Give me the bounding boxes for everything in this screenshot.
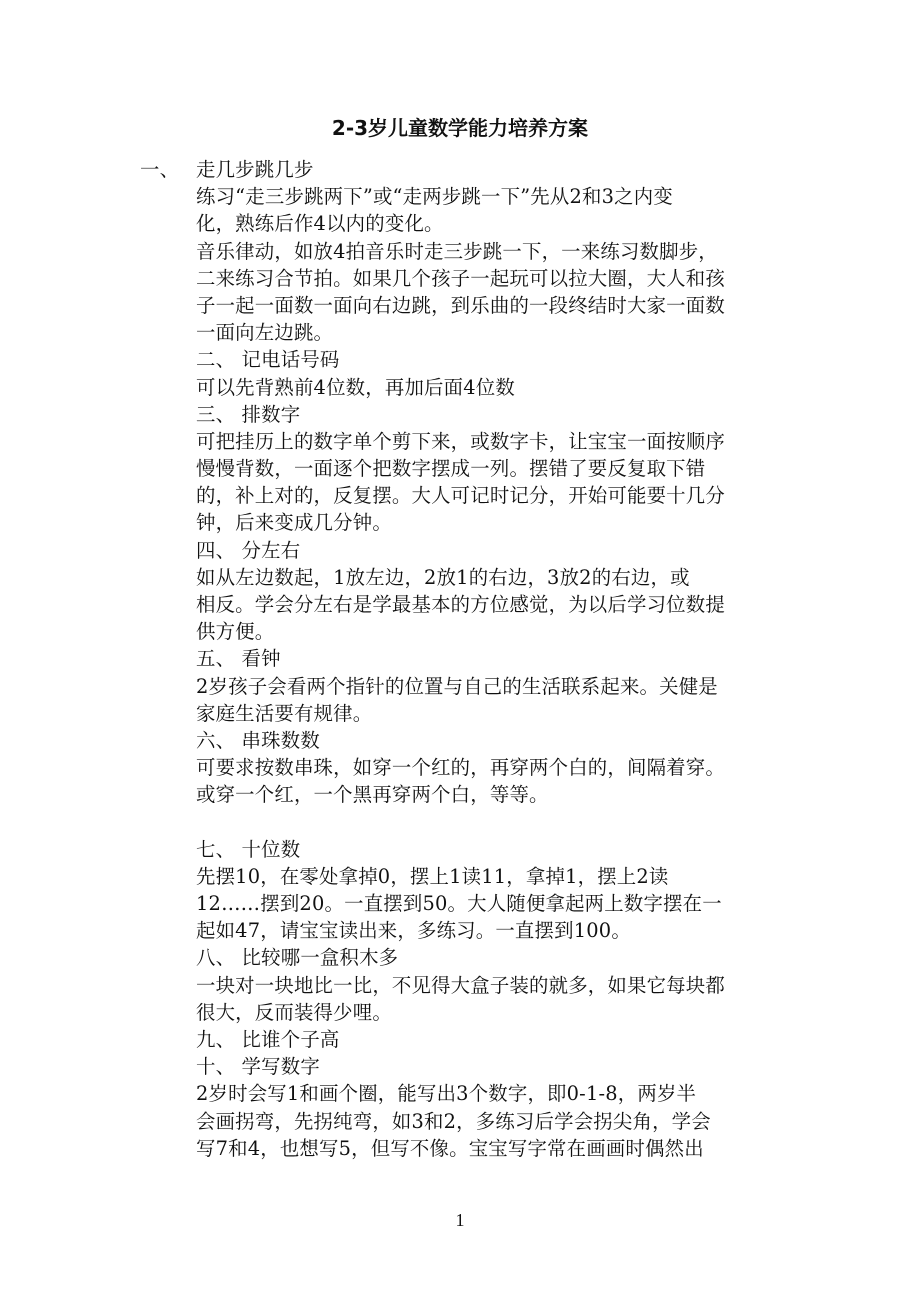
text-line: 四、 分左右: [196, 538, 301, 562]
document-title: 2-3岁儿童数学能力培养方案: [331, 116, 589, 140]
document-body: [140, 156, 796, 1162]
text-line: 写7和4，也想写5，但写不像。宝宝写字常在画画时偶然出: [196, 1136, 704, 1160]
text-line: 供方便。: [196, 620, 275, 644]
text-line: 六、 串珠数数: [196, 728, 320, 752]
text-line: 或穿一个红，一个黑再穿两个白，等等。: [196, 783, 549, 807]
section-number: 一、: [140, 158, 180, 181]
text-line: 一面向左边跳。: [196, 321, 334, 345]
text-line: 12……摆到20。一直摆到50。大人随便拿起两上数字摆在一: [196, 892, 722, 916]
text-line: 十、 学写数字: [196, 1055, 320, 1079]
text-line: 练习“走三步跳两下”或“走两步跳一下”先从2和3之内变: [196, 185, 673, 209]
text-line: 三、 排数字: [196, 402, 301, 426]
text-line: 七、 十位数: [196, 837, 301, 861]
text-line: [140, 156, 796, 183]
text-line: 二、 记电话号码: [196, 348, 340, 372]
section-heading: 走几步跳几步: [196, 158, 314, 181]
text-line: 二来练习合节拍。如果几个孩子一起玩可以拉大圈，大人和孩: [196, 266, 725, 290]
text-line: 2岁孩子会看两个指针的位置与自己的生活联系起来。关健是: [196, 674, 718, 698]
text-line: 八、 比较哪一盒积木多: [196, 946, 399, 970]
text-line: 钟，后来变成几分钟。: [196, 511, 392, 535]
text-line: 可以先背熟前4位数，再加后面4位数: [196, 375, 515, 399]
text-line: 家庭生活要有规律。: [196, 701, 373, 725]
text-line: 的，补上对的，反复摆。大人可记时记分，开始可能要十几分: [196, 484, 725, 508]
blank-line: [196, 809, 796, 836]
text-line: 起如47，请宝宝读出来，多练习。一直摆到100。: [196, 919, 631, 943]
text-line: 子一起一面数一面向右边跳，到乐曲的一段终结时大家一面数: [196, 293, 725, 317]
text-line: 会画拐弯，先拐纯弯，如3和2，多练习后学会拐尖角，学会: [196, 1109, 711, 1133]
text-line: 相反。学会分左右是学最基本的方位感觉，为以后学习位数提: [196, 593, 725, 616]
text-line: 化，熟练后作4以内的变化。: [196, 212, 444, 236]
text-line: 音乐律动，如放4拍音乐时走三步跳一下，一来练习数脚步，: [196, 239, 718, 263]
text-line: 慢慢背数，一面逐个把数字摆成一列。摆错了要反复取下错: [196, 457, 706, 481]
text-line: 2岁时会写1和画个圈，能写出3个数字，即0-1-8，两岁半: [196, 1082, 697, 1106]
text-line: 如从左边数起，1放左边，2放1的右边，3放2的右边，或: [196, 565, 690, 589]
text-line: 可把挂历上的数字单个剪下来，或数字卡，让宝宝一面按顺序: [196, 429, 725, 453]
text-line: 一块对一块地比一比，不见得大盒子装的就多，如果它每块都: [196, 973, 725, 997]
text-line: 可要求按数串珠，如穿一个红的，再穿两个白的，间隔着穿。: [196, 756, 725, 780]
text-line: 很大，反而装得少哩。: [196, 1000, 392, 1024]
text-line: 先摆10，在零处拿掉0，摆上1读11，拿掉1，摆上2读: [196, 864, 669, 888]
text-line: 九、 比谁个子高: [196, 1028, 340, 1051]
page-number: 1: [455, 1210, 465, 1230]
text-line: 五、 看钟: [196, 647, 281, 671]
